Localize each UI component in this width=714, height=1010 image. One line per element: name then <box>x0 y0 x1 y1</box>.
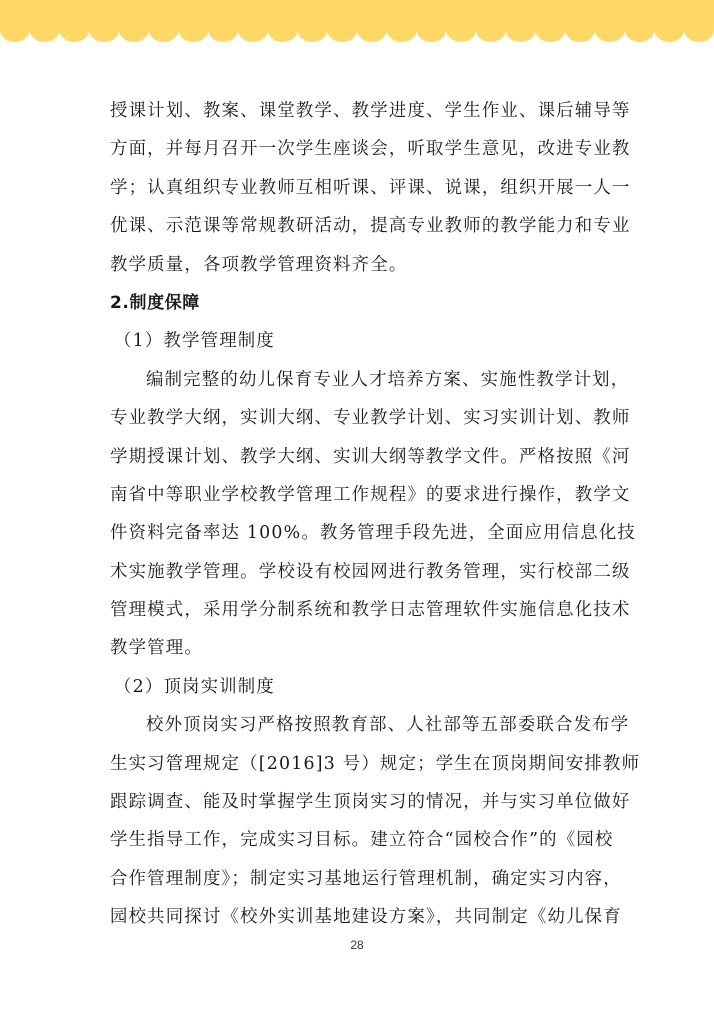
document-body <box>110 92 641 937</box>
paragraph-line: 教学质量，各项教学管理资料齐全。 <box>110 254 408 275</box>
paragraph-line: 术实施教学管理。学校设有校园网进行教务管理，实行校部二级 <box>110 561 631 582</box>
paragraph-line: 授课计划、教案、课堂教学、教学进度、学生作业、课后辅导等 <box>110 101 631 121</box>
subsection-title: （2）顶岗实训制度 <box>114 676 275 697</box>
paragraph-line: 学生指导工作，完成实习目标。建立符合“园校合作”的《园校 <box>110 830 614 851</box>
paragraph-line: 校外顶岗实习严格按照教育部、人社部等五部委联合发布学 <box>146 715 630 736</box>
paragraph-line: 编制完整的幼儿保育专业人才培养方案、实施性教学计划， <box>146 369 630 390</box>
paragraph-line: 生实习管理规定（[2016]3 号）规定；学生在顶岗期间安排教师 <box>110 753 641 774</box>
paragraph-line: 专业教学大纲，实训大纲、专业教学计划、实习实训计划、教师 <box>110 408 631 429</box>
paragraph-line: 管理模式，采用学分制系统和教学日志管理软件实施信息化技术 <box>110 600 631 621</box>
paragraph-line: 南省中等职业学校教学管理工作规程》的要求进行操作，教学文 <box>110 484 631 505</box>
paragraph-line: 优课、示范课等常规教研活动，提高专业教师的教学能力和专业 <box>110 216 631 237</box>
paragraph-line: 合作管理制度》；制定实习基地运行管理机制，确定实习内容， <box>110 868 622 889</box>
paragraph-line: 件资料完备率达 100%。教务管理手段先进，全面应用信息化技 <box>110 523 637 544</box>
paragraph-line: 方面，并每月召开一次学生座谈会，听取学生意见，改进专业教 <box>110 139 631 160</box>
paragraph-line: 学期授课计划、教学大纲、实训大纲等教学文件。严格按照《河 <box>110 446 631 467</box>
paragraph-line: 学；认真组织专业教师互相听课、评课、说课，组织开展一人一 <box>110 177 631 198</box>
subsection-title: （1）教学管理制度 <box>114 331 275 352</box>
paragraph-line: 园校共同探讨《校外实训基地建设方案》，共同制定《幼儿保育 <box>110 907 622 928</box>
paragraph-line: 教学管理。 <box>110 638 203 659</box>
paragraph-line: 跟踪调查、能及时掌握学生顶岗实习的情况，并与实习单位做好 <box>110 792 631 813</box>
page-number: 28 <box>350 938 364 952</box>
section-heading: 2.制度保障 <box>110 292 200 313</box>
scalloped-header-banner <box>0 0 714 48</box>
